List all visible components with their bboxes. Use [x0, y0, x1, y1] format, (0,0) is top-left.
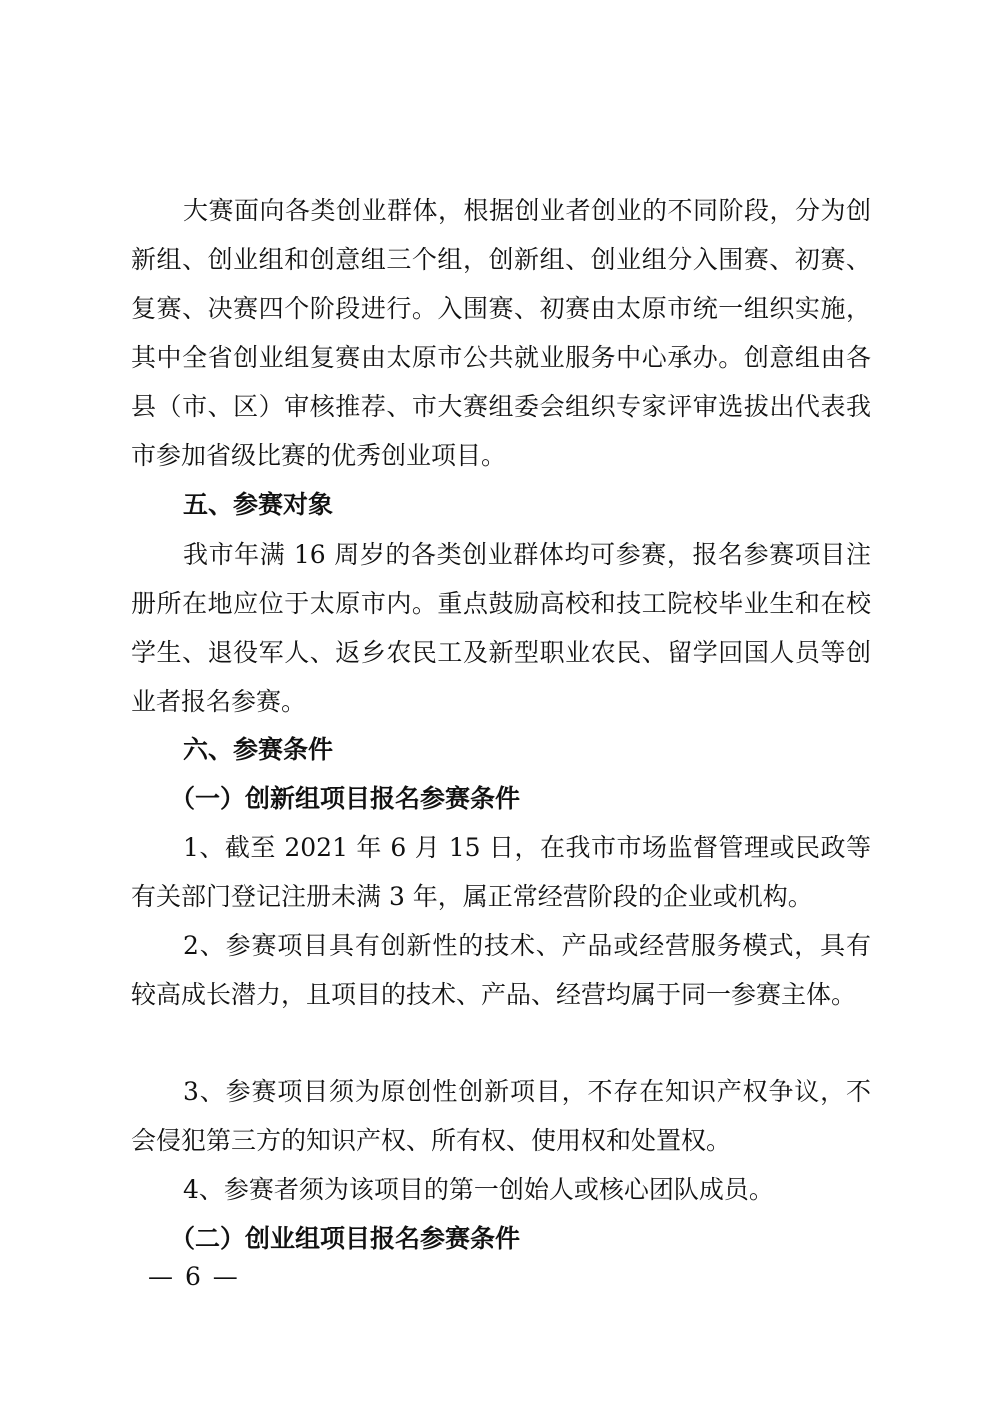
condition-item-1: 1、截至 2021 年 6 月 15 日，在我市市场监督管理或民政等有关部门登记注册未满 3 年，属正常经营阶段的企业或机构。 — [131, 833, 871, 911]
intro-paragraph: 大赛面向各类创业群体，根据创业者创业的不同阶段，分为创新组、创业组和创意组三个组，创新组、创业组分入围赛、初赛、复赛、决赛四个阶段进行。入围赛、初赛由太原市统一组织实施，其中全省创业组复赛由太原市公共就业服务中心承办。创意组由各县（市、区）审核推荐、市大赛组委会组织专家评审选拔出代表我市参加省级比赛的优秀创业项目。 — [131, 196, 871, 470]
condition-item-3: 3、参赛项目须为原创性创新项目，不存在知识产权争议，不会侵犯第三方的知识产权、所有权、使用权和处置权。 — [131, 1077, 871, 1155]
section-six-heading: 六、参赛条件 — [183, 735, 334, 764]
section-five-heading: 五、参赛对象 — [183, 490, 334, 519]
page-number: — 6 — — [148, 1262, 240, 1291]
condition-item-2: 2、参赛项目具有创新性的技术、产品或经营服务模式，具有较高成长潜力，且项目的技术、产品、经营均属于同一参赛主体。 — [131, 931, 871, 1009]
condition-item-4: 4、参赛者须为该项目的第一创始人或核心团队成员。 — [183, 1175, 774, 1204]
subsection-one-heading: （一）创新组项目报名参赛条件 — [170, 784, 521, 813]
section-five-paragraph: 我市年满 16 周岁的各类创业群体均可参赛，报名参赛项目注册所在地应位于太原市内。重点鼓励高校和技工院校毕业生和在校学生、退役军人、返乡农民工及新型职业农民、留学回国人员等创业者报名参赛。 — [131, 540, 871, 716]
subsection-two-heading: （二）创业组项目报名参赛条件 — [170, 1224, 521, 1253]
